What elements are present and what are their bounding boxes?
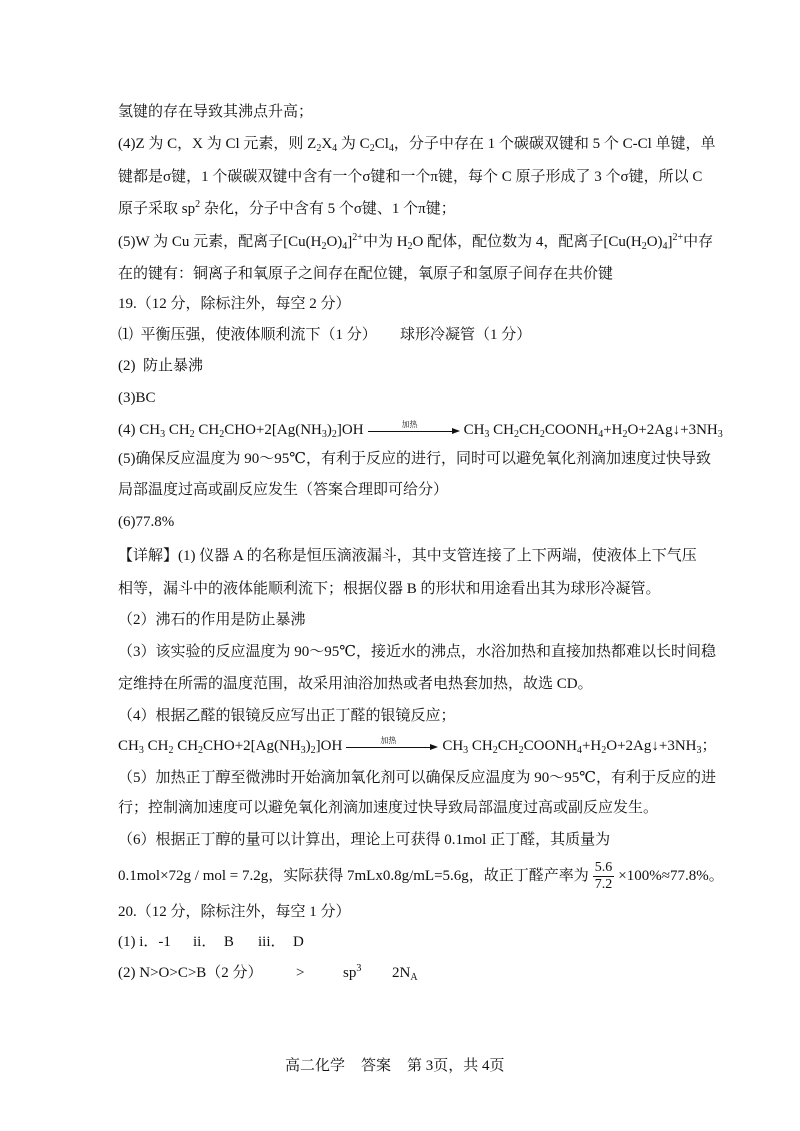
text-run [118,800,658,816]
subscript: 3 [321,429,327,440]
text-segment: (4) CH [118,422,161,438]
text-run [118,581,661,597]
arrow-head-icon [430,744,438,750]
text-segment: CH [118,738,139,754]
text-segment: (4)Z 为 C，X 为 Cl 元素，则 Z [118,136,317,152]
text-run [118,676,593,692]
text-segment: （6）根据正丁醇的量可以计算出，理论上可获得 0.1mol 正丁醛，其质量为 [118,832,611,848]
q18-part5-explanation [118,263,613,285]
text-segment: O) [326,234,343,250]
subscript: 3 [300,745,306,756]
q18-hydrogen-bond-note [118,101,313,123]
subscript: 2 [514,429,519,440]
subscript: 2 [641,241,647,252]
text-run [118,708,456,724]
reaction-arrow [346,735,438,757]
q19-detail-5 [118,797,658,819]
text-segment: CH [143,738,169,754]
subscript: 4 [342,241,348,252]
text-segment: 原子采取 sp [118,201,196,217]
footer-doc-type: 答案 [361,1058,392,1074]
subscript: 2 [601,745,607,756]
subscript: 3 [463,745,469,756]
text-segment: ) [326,422,332,438]
text-run [118,266,613,282]
reaction-condition: 加热 [380,736,397,745]
text-segment: CH [463,422,485,438]
text-segment: CH [194,422,220,438]
fraction-denominator: 7.2 [594,877,613,893]
text-segment: 中为 H [362,234,408,250]
footer-page-number: 第 3页，共 4页 [407,1058,505,1074]
q19-detail-3 [118,673,593,695]
subscript: 4 [576,745,582,756]
text-segment: （5）加热正丁醇至微沸时开始滴加氧化剂可以确保反应温度为 90～95℃，有利于反应的进 [118,770,717,786]
text-segment: 杂化，分子中含有 5 个σ键、1 个π键； [200,201,456,217]
text-run [118,612,306,628]
answer-blank [343,962,361,984]
text-run [118,234,713,250]
text-segment: CH [497,738,519,754]
text-segment: 20.（12 分，除标注外，每空 1 分） [118,904,351,920]
text-segment: +H [581,738,602,754]
text-run [118,644,716,660]
q19-detail-5 [118,767,716,789]
subscript: 2 [316,143,322,154]
text-segment: ⑴ 平衡压强，使液体顺利流下（1 分） [118,327,377,343]
text-run [118,201,456,217]
q19-detail-3 [118,641,716,663]
subscript: A [410,972,418,983]
subscript: 2 [539,429,545,440]
text-segment: sp [343,965,357,981]
text-segment: ii． B [193,934,234,950]
text-segment: 相等，漏斗中的液体能顺利流下；根据仪器 B 的形状和用途看出其为球形冷凝管。 [118,581,661,597]
text-run [118,860,724,893]
text-segment: 球形冷凝管（1 分） [400,327,532,343]
fraction [593,860,615,893]
text-run [118,451,711,467]
text-segment: COONH [544,422,599,438]
text-segment: (6)77.8% [118,514,175,530]
text-segment: 为 C [337,136,370,152]
text-segment: (5)W 为 Cu 元素，配离子[Cu(H [118,234,322,250]
text-segment: +H [603,422,623,438]
subscript: 3 [717,429,723,440]
text-segment: 氢键的存在导致其沸点升高； [118,104,314,120]
arrow-shaft [368,431,454,432]
text-segment: 【详解】(1) 仪器 A 的名称是恒压滴液漏斗，其中支管连接了上下两端，使液体上下气压 [118,548,697,564]
subscript: 2 [369,143,375,154]
answer-blank [193,931,234,953]
text-segment: O+2Ag↓+3NH [627,422,718,438]
subscript: 2 [198,745,204,756]
text-run [118,482,448,498]
text-segment: O 配体，配位数为 4，配离子[Cu(H [412,234,642,250]
text-run [118,904,351,920]
text-run [118,390,156,406]
text-segment: 中存 [683,234,714,250]
subscript: 3 [484,429,490,440]
text-segment: 局部温度过高或副反应发生（答案合理即可给分） [118,482,449,498]
text-segment: Cl [374,136,389,152]
text-segment: 19.（12 分，除标注外，每空 2 分） [118,296,351,312]
q18-part4-explanation [118,166,702,188]
text-segment: CH [165,422,190,438]
q19-detail-1 [118,578,661,600]
reaction-condition: 加热 [401,420,418,429]
text-run [118,514,174,530]
superscript: 2+ [352,232,363,243]
text-segment: > [296,965,305,981]
text-segment: CH [519,422,540,438]
answer-blank [118,962,263,984]
text-run [118,548,697,564]
text-run [118,770,716,786]
q19-detail-1 [118,545,697,567]
subscript: 4 [332,143,338,154]
text-segment: CHO+2[Ag(NH [203,738,301,754]
answer-blank [118,931,171,953]
subscript: 3 [138,745,144,756]
superscript: 2+ [672,232,684,243]
q18-part4-explanation [118,133,716,155]
text-run [118,358,203,374]
text-segment: ； [701,738,717,754]
q18-part5-explanation [118,231,713,253]
subscript: 2 [219,429,225,440]
answer-blank [258,931,304,953]
text-run [118,832,610,848]
text-segment: X [321,136,333,152]
q19-answer-5 [118,448,711,470]
text-segment: 0.1mol×72g / mol = 7.2g，实际获得 7mLx0.8g/mL=5.6g，故正丁醛产率为 [118,868,589,884]
q19-answer-6 [118,511,174,533]
text-segment: iii． D [258,934,304,950]
text-segment: 行；控制滴加速度可以避免氧化剂滴加速度过快导致局部温度过高或副反应发生。 [118,800,659,816]
superscript: 2 [195,199,201,210]
text-segment: O+2Ag↓+3NH [606,738,697,754]
text-segment: 键都是σ键，1 个碳碳双键中含有一个σ键和一个π键，每个 C 原子形成了 3 个σ键，所以 C [118,169,703,185]
text-segment: O) [646,234,663,250]
text-segment: 在的键有：铜离子和氧原子之间存在配位键，氧原子和氢原子间存在共价键 [118,266,614,282]
q19-answer-3 [118,387,156,409]
arrow-head-icon [452,428,460,434]
subscript: 4 [388,143,394,154]
text-run [118,738,717,754]
text-segment: (3)BC [118,390,156,406]
subscript: 2 [168,745,174,756]
text-segment: ] [347,234,353,250]
q19-detail-4 [118,705,456,727]
q19-detail-6 [118,829,610,851]
text-segment: ×100%≈77.8%。 [618,868,724,884]
q18-part4-explanation [118,198,456,220]
subscript: 2 [622,429,628,440]
footer-subject: 高二化学 [285,1058,346,1074]
subscript: 2 [492,745,498,756]
subscript: 4 [598,429,604,440]
text-segment: CHO+2[Ag(NH [224,422,322,438]
subscript: 4 [662,241,668,252]
arrow-shaft [346,747,432,748]
text-segment: CH [489,422,514,438]
text-segment: ]OH [315,738,343,754]
q19-detail-6-calculation [118,858,724,894]
q19-heading [118,293,351,315]
text-segment: (2) 防止暴沸 [118,358,203,374]
text-segment: ]OH [336,422,364,438]
text-segment: （2）沸石的作用是防止暴沸 [118,612,306,628]
text-segment: (5)确保反应温度为 90～95℃，有利于反应的进行，同时可以避免氧化剂滴加速度过快导致 [118,451,712,467]
text-segment: ，分子中存在 1 个碳碳双键和 5 个 C-Cl 单键，单 [393,136,716,152]
text-run [118,296,351,312]
fraction-numerator: 5.6 [594,860,613,876]
q20-heading [118,901,351,923]
text-segment: CH [173,738,199,754]
text-segment: CH [442,738,464,754]
subscript: 2 [331,429,337,440]
q19-answer-4-equation [118,419,723,441]
text-run [118,104,313,120]
reaction-arrow [368,419,460,441]
q19-detail-2 [118,609,306,631]
subscript: 2 [518,745,524,756]
subscript: 2 [189,429,195,440]
answer-blank [392,962,418,984]
q19-detail-4-equation [118,735,717,757]
subscript: 3 [160,429,166,440]
subscript: 2 [407,241,413,252]
text-segment: （3）该实验的反应温度为 90～95℃，接近水的沸点，水浴加热和直接加热都难以长时间稳 [118,644,717,660]
q19-answer-2 [118,355,203,377]
text-run [118,136,716,152]
text-segment: (2) N>O>C>B（2 分） [118,965,263,981]
text-segment: (1) i．-1 [118,934,171,950]
text-segment: 定维持在所需的温度范围，故采用油浴加热或者电热套加热，故选 CD。 [118,676,593,692]
answer-blank [118,324,377,346]
superscript: 3 [356,963,362,974]
answer-blank [296,962,304,984]
q19-answer-5 [118,479,448,501]
subscript: 2 [321,241,327,252]
text-segment: COONH [523,738,577,754]
text-segment: ) [305,738,311,754]
text-run [118,169,702,185]
text-segment: 2N [392,965,411,981]
answer-blank [400,324,531,346]
text-segment: （4）根据乙醛的银镜反应写出正丁醛的银镜反应； [118,708,456,724]
subscript: 2 [310,745,316,756]
page-footer [285,1055,505,1077]
subscript: 3 [696,745,702,756]
text-segment: CH [468,738,493,754]
text-segment: ] [667,234,673,250]
text-run [118,422,723,438]
